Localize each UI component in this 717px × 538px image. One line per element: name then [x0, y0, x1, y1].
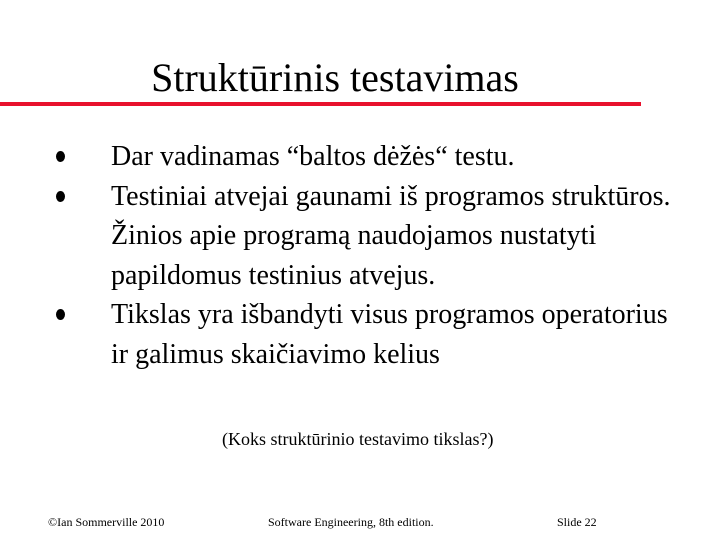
slide-title: Struktūrinis testavimas [151, 55, 519, 100]
bullet-item [0, 295, 671, 374]
footer-course: Software Engineering, 8th edition. [268, 515, 434, 529]
footer-slide-number: Slide 22 [557, 515, 597, 529]
bullet-list [0, 137, 717, 374]
question-text: (Koks struktūrinio testavimo tikslas?) [222, 429, 494, 449]
bullet-text: Testiniai atvejai gaunami iš programos struktūros. Žinios apie programą naudojamos nustatyti papildomus testinius atvejus. [111, 180, 671, 291]
bullet-item [0, 137, 671, 177]
bullet-text: Tikslas yra išbandyti visus programos operatorius ir galimus skaičiavimo kelius [111, 299, 668, 370]
bullet-icon [56, 191, 65, 202]
footer-copyright: ©Ian Sommerville 2010 [48, 515, 165, 529]
title-underline [0, 102, 641, 106]
bullet-icon [56, 309, 65, 320]
bullet-text: Dar vadinamas “baltos dėžės“ testu. [111, 141, 515, 172]
bullet-icon [56, 151, 65, 162]
bullet-item [0, 177, 671, 296]
